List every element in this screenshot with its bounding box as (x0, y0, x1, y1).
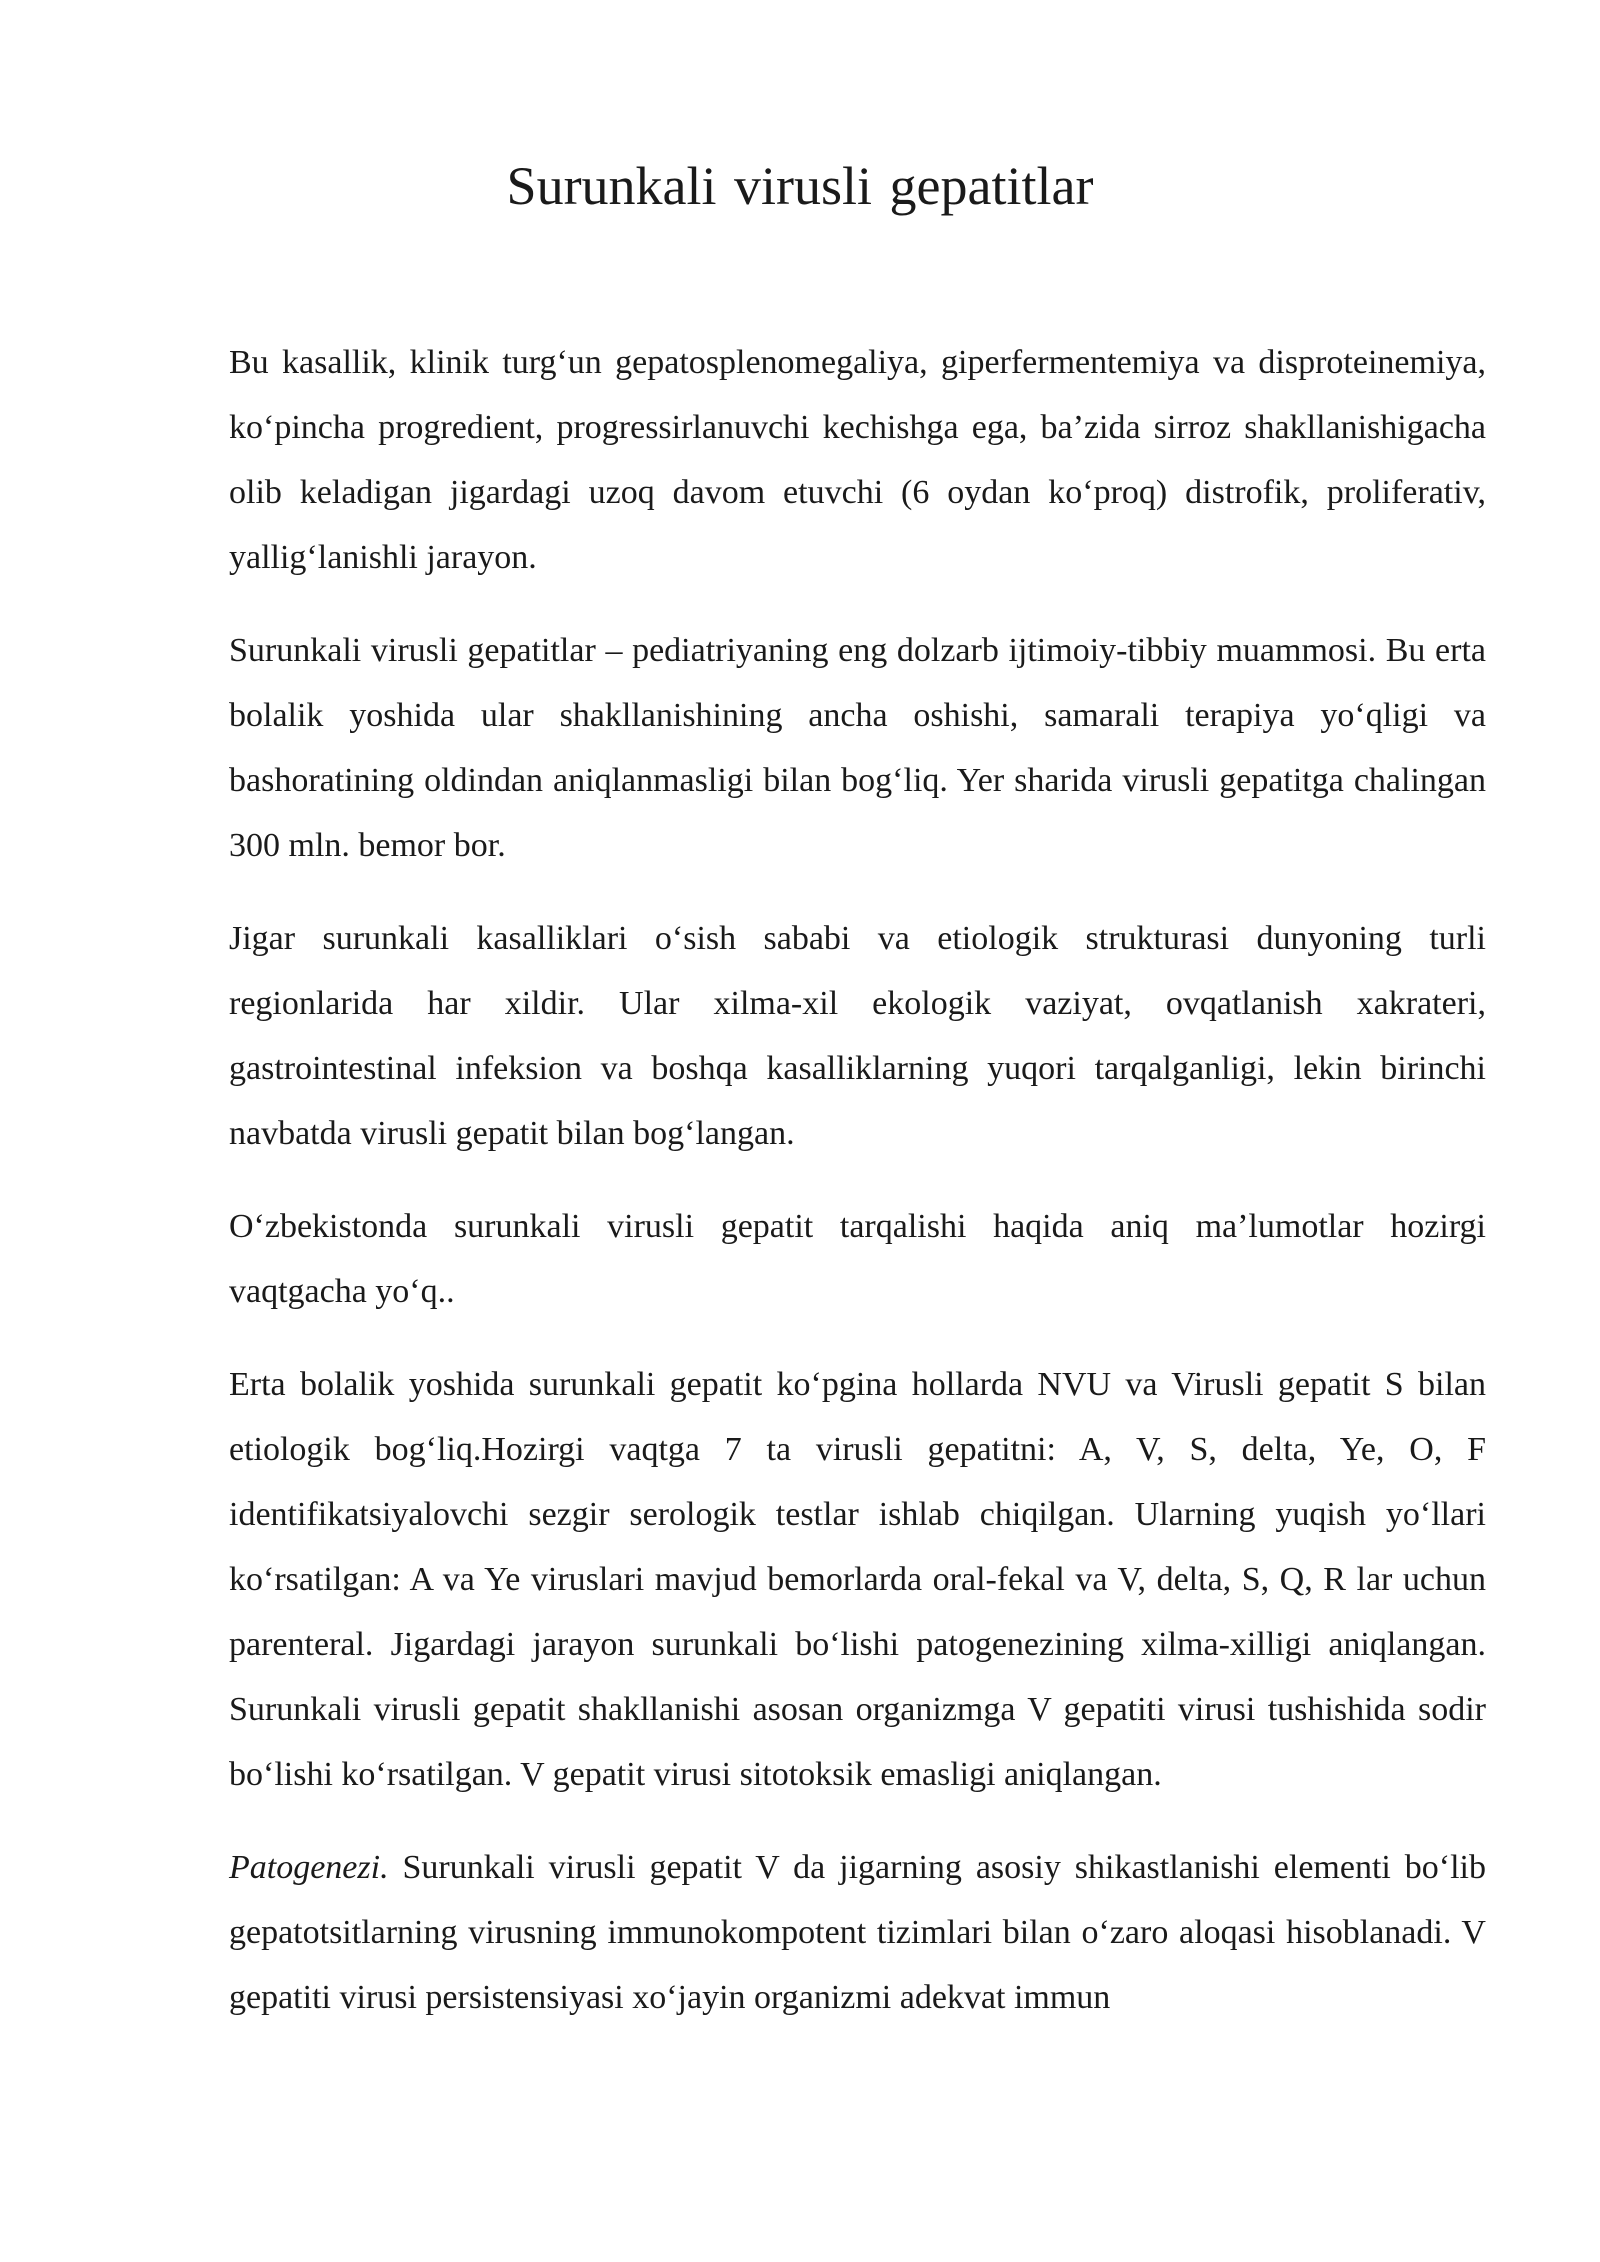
paragraph-relevance: Surunkali virusli gepatitlar – pediatriyaning eng dolzarb ijtimoiy-tibbiy muammosi. Bu erta bolalik yoshida ular shakllanishining ancha oshishi, samarali terapiya yo‘qligi va bashoratining oldindan aniqlanmasligi bilan bog‘liq. Yer sharida virusli gepatitga chalingan 300 mln. bemor bor. (229, 632, 1486, 864)
paragraph-pathogenesis (229, 1835, 1486, 2030)
document-body (229, 330, 1486, 2058)
pathogenesis-text: Surunkali virusli gepatit V da jigarning asosiy shikastlanishi elementi bo‘lib gepatotsitlarning virusning immunokompotent tizimlari bilan o‘zaro aloqasi hisoblanadi. V gepatiti virusi persistensiyasi xo‘jayin organizmi adekvat immun (229, 1849, 1486, 2016)
paragraph-uzbekistan: O‘zbekistonda surunkali virusli gepatit tarqalishi haqida aniq ma’lumotlar hozirgi vaqtgacha yo‘q.. (229, 1208, 1486, 1310)
document-title: Surunkali virusli gepatitlar (506, 156, 1094, 216)
pathogenesis-heading: Patogenezi. (229, 1849, 389, 1886)
paragraph-definition: Bu kasallik, klinik turg‘un gepatosplenomegaliya, giperfermentemiya va disproteinemiya, ko‘pincha progredient, progressirlanuvchi kechishga ega, ba’zida sirroz shakllanishigacha olib keladigan jigardagi uzoq davom etuvchi (6 oydan ko‘proq) distrofik, proliferativ, yallig‘lanishli jarayon. (229, 344, 1486, 576)
paragraph-etiology-regions: Jigar surunkali kasalliklari o‘sish sababi va etiologik strukturasi dunyoning turli regionlarida har xildir. Ular xilma-xil ekologik vaziyat, ovqatlanish xakrateri, gastrointestinal infeksion va boshqa kasalliklarning yuqori tarqalganligi, lekin birinchi navbatda virusli gepatit bilan bog‘langan. (229, 920, 1486, 1152)
paragraph-viral-types: Erta bolalik yoshida surunkali gepatit ko‘pgina hollarda NVU va Virusli gepatit S bilan etiologik bog‘liq.Hozirgi vaqtga 7 ta virusli gepatitni: A, V, S, delta, Ye, O, F identifikatsiyalovchi sezgir serologik testlar ishlab chiqilgan. Ularning yuqish yo‘llari ko‘rsatilgan: A va Ye viruslari mavjud bemorlarda oral-fekal va V, delta, S, Q, R lar uchun parenteral. Jigardagi jarayon surunkali bo‘lishi patogenezining xilma-xilligi aniqlangan. Surunkali virusli gepatit shakllanishi asosan organizmga V gepatiti virusi tushishida sodir bo‘lishi ko‘rsatilgan. V gepatit virusi sitotoksik emasligi aniqlangan. (229, 1366, 1486, 1793)
